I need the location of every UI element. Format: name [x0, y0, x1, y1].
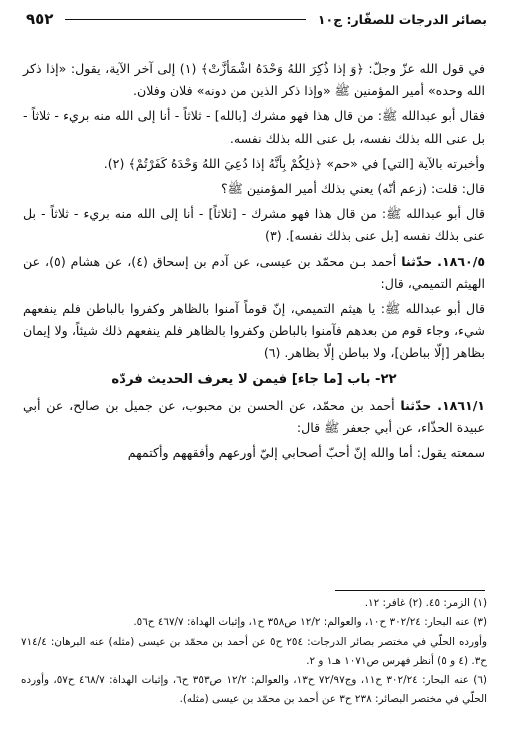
chapter-heading: ٢٢- باب [ما جاء] فيمن لا يعرف الحديث فردّه [111, 371, 397, 387]
paragraph-7: سمعته يقول: أما والله إنّ أحبّ أصحابي إليّ أورعهم وأفقههم وأكتمهم [127, 445, 485, 461]
footnote-line: (٦) عنه البحار: ٣٠٢/٢٤ ح١١، وج٧٢/٩٧ ح١٣، والعوالم: ١٢/٢ ص٣٥٣ ح٦، وإثبات الهداة: ٤٦٨/٧ ح٥٧، وأورده الحلّي في مختصر البصائر: ٢٣٨ ح٣ عن أحمد بن محمّد بن عيسى (مثله). [21, 674, 487, 706]
paragraph-3: وأخبرته بالآية [التي] في «حم» ﴿ذلِكُمْ بِأنَّهُ إذا دُعِيَ اللهُ وَحْدَهُ كَفَرْتُمْ﴾ (٢). [103, 155, 485, 171]
hadith-number: ١٨٦١/١. [437, 397, 485, 413]
paragraph-2: فقال أبو عبدالله ﷺ: من قال هذا فهو مشرك [بالله] - ثلاثاً - أنا إلى الله منه بريء - ثلاثاً - بل عنى الله بذلك نفسه، بل عنى الله بذلك نفسه. [23, 108, 485, 146]
hadith-1861 [23, 395, 485, 439]
hadith-1860 [23, 251, 485, 295]
header-rule [65, 19, 305, 20]
page-header [26, 6, 487, 32]
paragraph-4: قال: قلت: (زعم أنّه) يعني بذلك أمير المؤمنين ﷺ؟ [220, 181, 485, 197]
footnotes [21, 594, 487, 710]
footnote-separator [335, 590, 485, 591]
footnote-line: (٣) عنه البحار: ٣٠٢/٢٤ ح١٠، والعوالم: ١٢/٢ ص٣٥٨ ح١، وإثبات الهداة: ٤٦٧/٧ ح٥٦. [133, 616, 487, 629]
hadith-number: ١٨٦٠/٥. [437, 253, 486, 269]
page-number: ٩٥٢ [26, 10, 54, 28]
paragraph-6: قال أبو عبدالله ﷺ: يا هيثم التميمي، إنّ قوماً آمنوا بالظاهر وكفروا بالباطن فلم ينفعهم شيء، وجاء قوم من بعدهم فآمنوا بالباطن وكفروا بالظاهر فلم ينفعهم ذلك شيئاً، ولا إيمان بظاهر [إلّا بباطن]، ولا بباطن إلّا بظاهر. (٦) [23, 301, 485, 361]
footnote-line: وأورده الحلّي في مختصر بصائر الدرجات: ٢٥٤ ح٥ عن أحمد بن محمّد بن عيسى (مثله) عنه البرهان: ٧١٤/٤ ح٣. (٤ و ٥) أنظر فهرس ص١٠٧١ هـ١ و ٢. [21, 635, 487, 667]
footnote-line: (١) الزمر: ٤٥. (٢) غافر: ١٢. [364, 597, 487, 609]
running-title: بصائر الدرجات للصفّار: ج١٠ [317, 11, 487, 27]
hadith-chain: أحمد بن محمّد، عن الحسن بن محبوب، عن جميل بن صالح، عن أبي عبيدة الحذّاء، عن أبي جعفر ﷺ قال: [23, 397, 485, 436]
haddathana-label: حدّثنا [401, 253, 433, 269]
haddathana-label: حدّثنا [400, 397, 432, 413]
hadith-chain: أحمد بـن محمّد بن عيسى، عن آدم بن إسحاق (٤)، عن هشام (٥)، عن الهيثم التميمي، قال: [23, 253, 485, 291]
paragraph-5: قال أبو عبدالله ﷺ: من قال هذا فهو مشرك - [ثلاثاً] - أنا إلى الله منه بريء - ثلاثاً - بل عنى بذلك نفسه [بل عنى بذلك نفسه]. (٣) [23, 206, 485, 244]
main-text [23, 58, 485, 467]
paragraph-1: في قول الله عزّ وجلّ: ﴿وَ إذا ذُكِرَ اللهُ وَحْدَهُ اشْمَأزَّتْ﴾ (١) إلى آخر الآية، يقول: «إذا ذكر الله وحده» أمير المؤمنين ﷺ «وإذا ذكر الذين من دونه» فلان وفلان. [23, 61, 486, 99]
